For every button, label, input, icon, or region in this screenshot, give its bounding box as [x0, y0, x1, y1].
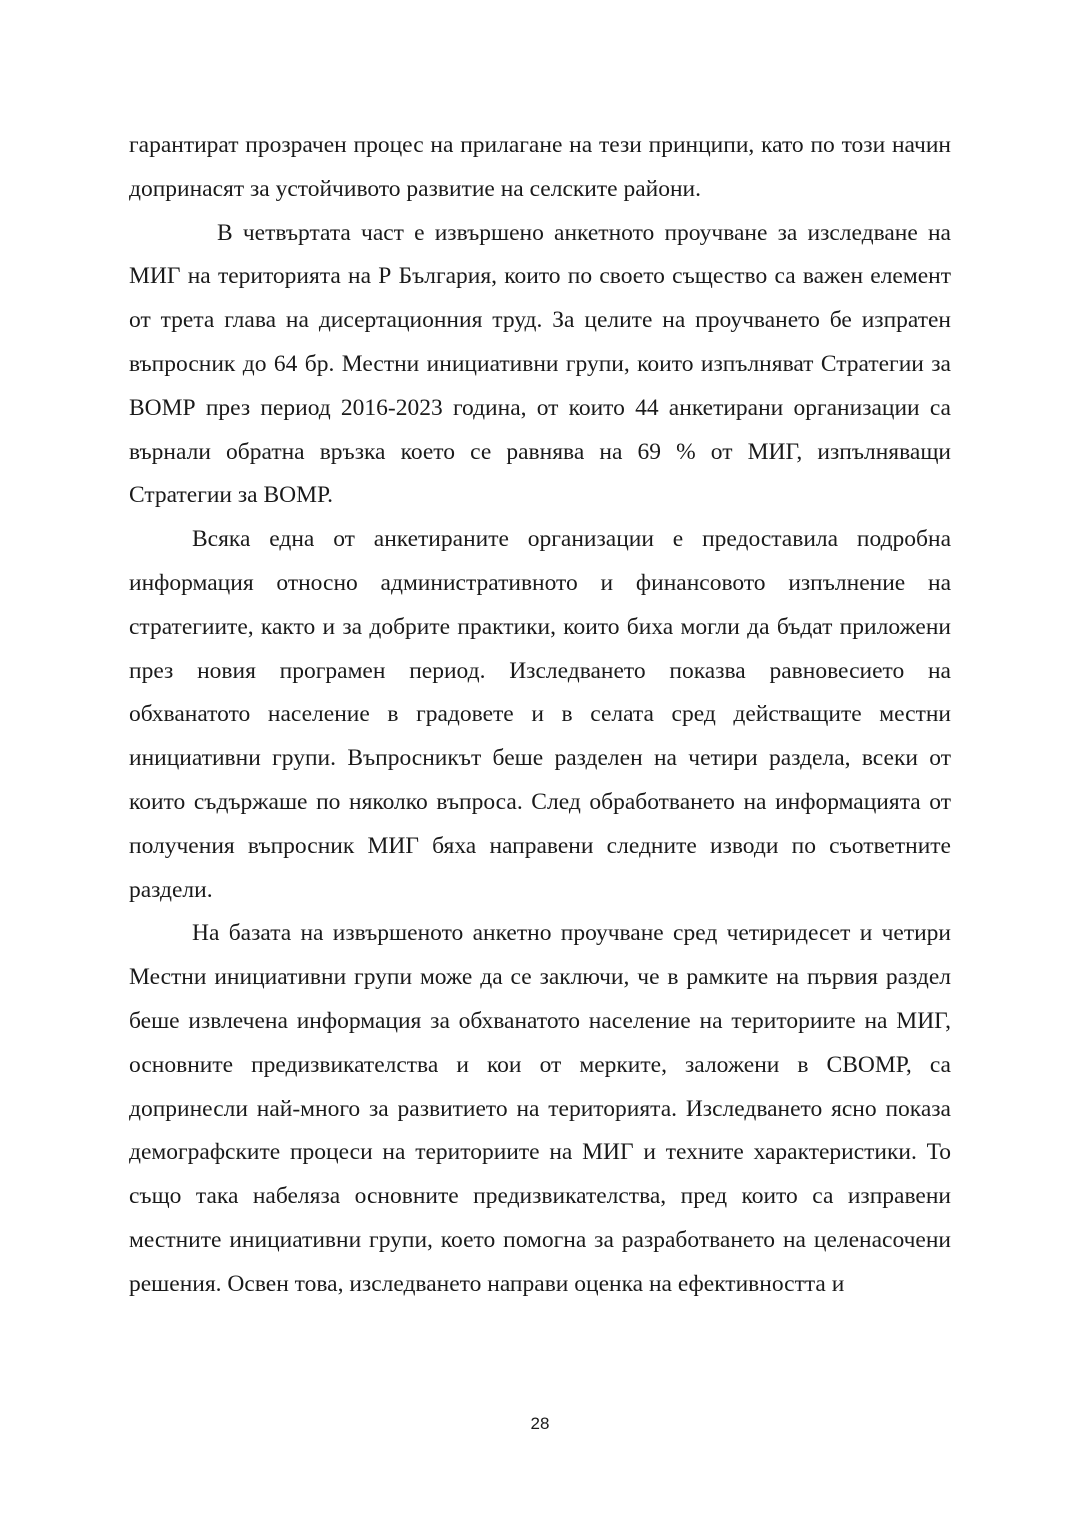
paragraph-survey-overview: В четвъртата част е извършено анкетното проучване за изследване на МИГ на територията на Р България, които по своето същество са важен елемент от трета глава на дисертационния труд. За целите на проучването бе изпратен въпросник до 64 бр. Местни инициативни групи, които изпълняват Стратегии за ВОМР през период 2016-2023 година, от които 44 анкетирани организации са върнали обратна връзка което се равнява на 69 % от МИГ, изпълняващи Стратегии за ВОМР. [129, 219, 951, 509]
document-body [129, 124, 951, 1307]
paragraph-continuation: гарантират прозрачен процес на прилагане на тези принципи, като по този начин допринасят за устойчивото развитие на селските райони. [129, 132, 951, 202]
paragraph-organizations-information: Всяка една от анкетираните организации е предоставила подробна информация относно административното и финансовото изпълнение на стратегиите, както и за добрите практики, които биха могли да бъдат приложени през новия програмен период. Изследването показва равновесието на обхванатото население в градовете и в селата сред действащите местни инициативни групи. Въпросникът беше разделен на четири раздела, всеки от които съдържаше по няколко въпроса. След обработването на информацията от получения въпросник МИГ бяха направени следните изводи по съответните раздели. [129, 526, 951, 903]
paragraph-survey-conclusions: На базата на извършеното анкетно проучване сред четиридесет и четири Местни инициативни групи може да се заключи, че в рамките на първия раздел беше извлечена информация за обхванатото население на териториите на МИГ, основните предизвикателства и кои от мерките, заложени в СВОМР, са допринесли най-много за развитието на територията. Изследването ясно показа демографските процеси на териториите на МИГ и техните характеристики. То също така набеляза основните предизвикателства, пред които са изправени местните инициативни групи, което помогна за разработването на целенасочени решения. Освен това, изследването направи оценка на ефективността и [129, 920, 951, 1297]
page-number: 28 [530, 1414, 550, 1433]
